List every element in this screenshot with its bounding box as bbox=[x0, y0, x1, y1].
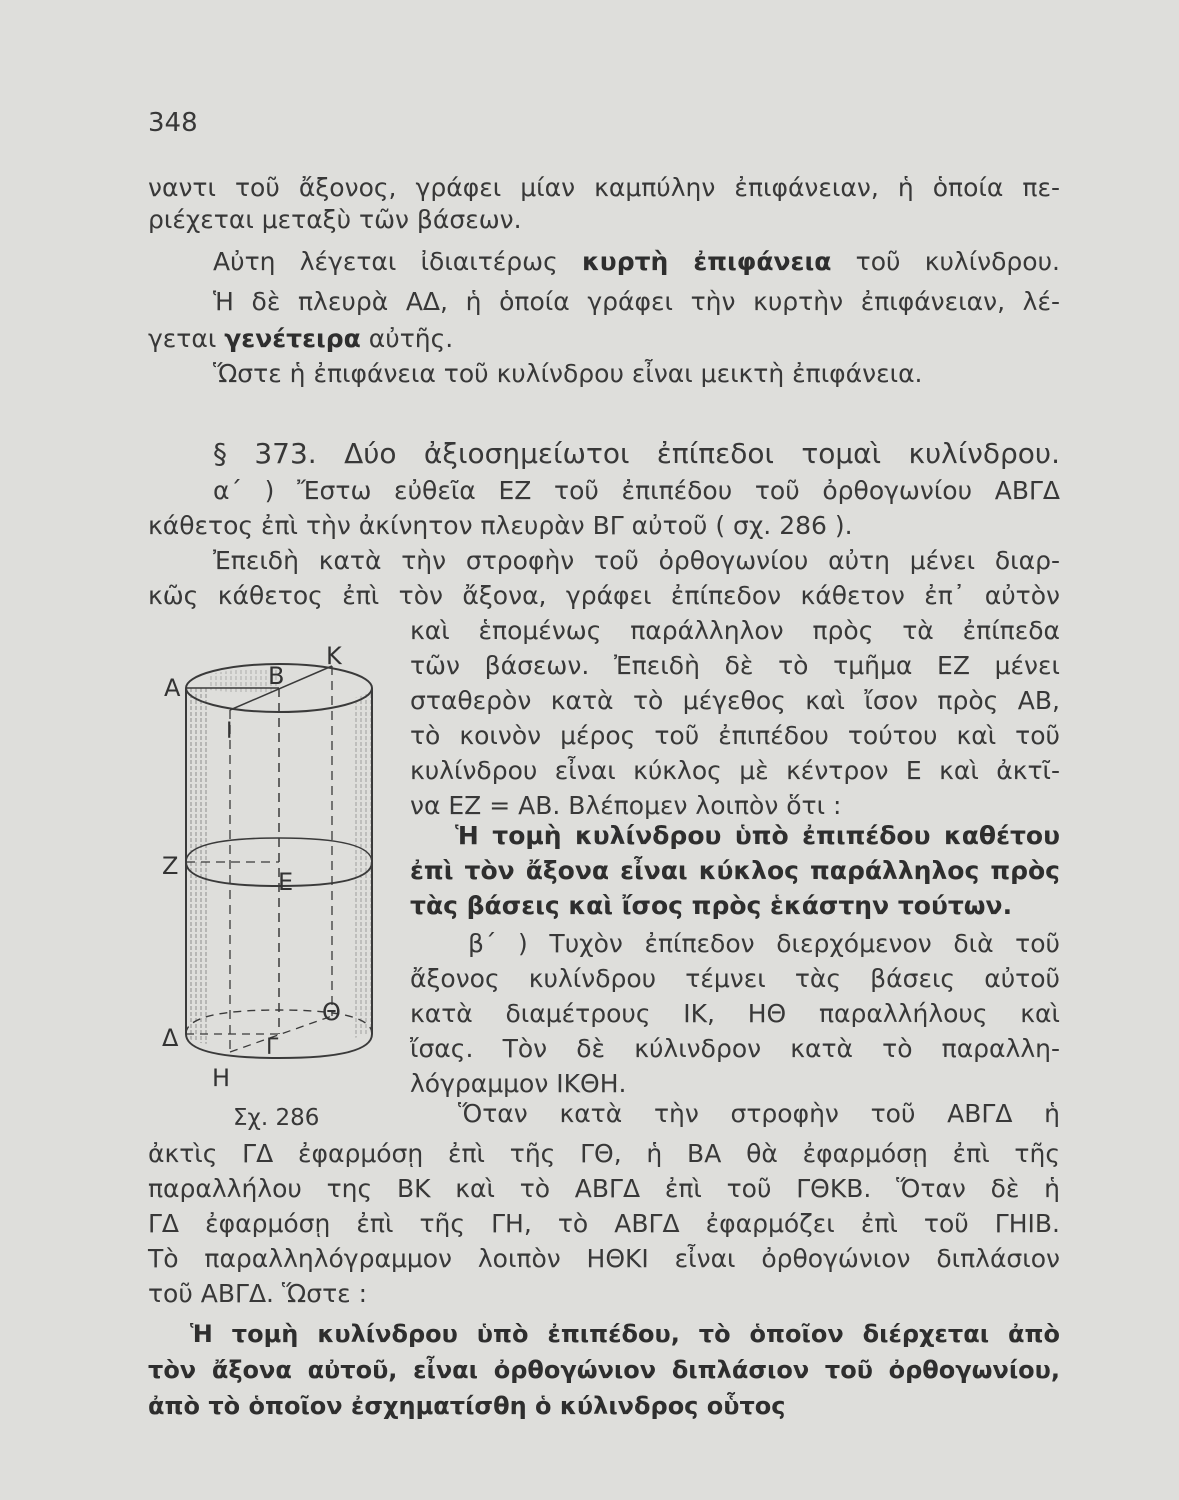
text-line: ἴσας. Τὸν δὲ κύλινδρον κατὰ τὸ παραλλη- bbox=[410, 1034, 1060, 1063]
text-line: Ὅταν κατὰ τὴν στροφὴν τοῦ ΑΒΓΔ ἡ bbox=[458, 1099, 1060, 1128]
text-line: σταθερὸν κατὰ τὸ μέγεθος καὶ ἴσον πρὸς ΑΒ, bbox=[410, 686, 1060, 715]
bold-term: κυρτὴ ἐπιφάνεια bbox=[582, 247, 832, 276]
label-Delta: Δ bbox=[162, 1024, 179, 1052]
theorem-line: τὰς βάσεις καὶ ἴσος πρὸς ἑκάστην τούτων. bbox=[410, 891, 1013, 920]
text-line: Ὥστε ἡ ἐπιφάνεια τοῦ κυλίνδρου εἶναι μεικτὴ ἐπιφάνεια. bbox=[213, 359, 923, 388]
label-I: Ι bbox=[226, 719, 233, 744]
label-E: Ε bbox=[278, 868, 294, 896]
text-line: α΄ ) Ἔστω εὐθεῖα ΕΖ τοῦ ἐπιπέδου τοῦ ὀρθογωνίου ΑΒΓΔ bbox=[213, 476, 1060, 505]
text-line: κάθετος ἐπὶ τὴν ἀκίνητον πλευρὰν ΒΓ αὐτοῦ ( σχ. 286 ). bbox=[148, 511, 853, 540]
text-line: τὸ κοινὸν μέρος τοῦ ἐπιπέδου τούτου καὶ τοῦ bbox=[410, 721, 1060, 750]
text-line: ἀκτὶς ΓΔ ἐφαρμόσῃ ἐπὶ τῆς ΓΘ, ἡ ΒΑ θὰ ἐφαρμόσῃ ἐπὶ τῆς bbox=[148, 1139, 1060, 1168]
theorem-line: τὸν ἄξονα αὐτοῦ, εἶναι ὀρθογώνιον διπλάσιον τοῦ ὀρθογωνίου, bbox=[148, 1356, 1060, 1384]
text-span: αὐτῆς. bbox=[360, 324, 454, 353]
text-line: κῶς κάθετος ἐπὶ τὸν ἄξονα, γράφει ἐπίπεδον κάθετον ἐπ᾽ αὐτὸν bbox=[148, 581, 1060, 610]
bold-term: γενέτειρα bbox=[224, 324, 361, 353]
text-line: καὶ ἑπομένως παράλληλον πρὸς τὰ ἐπίπεδα bbox=[410, 616, 1060, 645]
text-line: ΓΔ ἐφαρμόσῃ ἐπὶ τῆς ΓΗ, τὸ ΑΒΓΔ ἐφαρμόζει ἐπὶ τοῦ ΓΗΙΒ. bbox=[148, 1209, 1060, 1238]
text-span: τοῦ κυλίνδρου. bbox=[831, 247, 1061, 276]
text-line: ριέχεται μεταξὺ τῶν βάσεων. bbox=[148, 205, 522, 234]
text-line: ναντι τοῦ ἄξονος, γράφει μίαν καμπύλην ἐπιφάνειαν, ἡ ὁποία πε- bbox=[148, 173, 1060, 202]
text-line: κυλίνδρου εἶναι κύκλος μὲ κέντρον Ε καὶ ἀκτῖ- bbox=[410, 756, 1060, 785]
label-A: Α bbox=[164, 674, 181, 702]
text-line: ἄξονος κυλίνδρου τέμνει τὰς βάσεις αὐτοῦ bbox=[410, 964, 1060, 993]
text-line: κατὰ διαμέτρους ΙΚ, ΗΘ παραλλήλους καὶ bbox=[410, 999, 1060, 1028]
shaded-side-right bbox=[355, 692, 372, 1038]
label-Z: Ζ bbox=[162, 852, 179, 880]
shaded-side-left bbox=[186, 686, 208, 1044]
label-Gamma: Γ bbox=[266, 1035, 279, 1060]
text-line: τῶν βάσεων. Ἐπειδὴ δὲ τὸ τμῆμα ΕΖ μένει bbox=[410, 651, 1060, 680]
text-span: γεται bbox=[148, 324, 225, 353]
text-line: Ἐπειδὴ κατὰ τὴν στροφὴν τοῦ ὀρθογωνίου αὐτη μένει διαρ- bbox=[213, 546, 1060, 575]
text-line: β΄ ) Τυχὸν ἐπίπεδον διερχόμενον διὰ τοῦ bbox=[468, 929, 1060, 958]
text-line: λόγραμμον ΙΚΘΗ. bbox=[410, 1069, 627, 1098]
page-number: 348 bbox=[148, 108, 198, 138]
label-B: Β bbox=[268, 662, 285, 690]
text-line: Τὸ παραλληλόγραμμον λοιπὸν ΗΘΚΙ εἶναι ὀρθογώνιον διπλάσιον bbox=[148, 1244, 1060, 1273]
text-line: να ΕΖ = ΑΒ. Βλέπομεν λοιπὸν ὅτι : bbox=[410, 791, 842, 820]
theorem-line: ἐπὶ τὸν ἄξονα εἶναι κύκλος παράλληλος πρὸς bbox=[410, 856, 1060, 885]
text-line: παραλλήλου της ΒΚ καὶ τὸ ΑΒΓΔ ἐπὶ τοῦ ΓΘΚΒ. Ὅταν δὲ ἡ bbox=[148, 1174, 1060, 1203]
theorem-line: Ἡ τομὴ κυλίνδρου ὑπὸ ἐπιπέδου, τὸ ὁποῖον διέρχεται ἀπὸ bbox=[190, 1320, 1060, 1348]
text-line: τοῦ ΑΒΓΔ. Ὥστε : bbox=[148, 1279, 368, 1308]
label-H: Η bbox=[212, 1064, 231, 1092]
text-line: Ἡ δὲ πλευρὰ ΑΔ, ἡ ὁποία γράφει τὴν κυρτὴν ἐπιφάνειαν, λέ- bbox=[213, 287, 1060, 316]
text-line bbox=[213, 246, 1060, 278]
theorem-line: ἀπὸ τὸ ὁποῖον ἐσχηματίσθη ὁ κύλινδρος οὗτος bbox=[148, 1392, 786, 1420]
theorem-line: Ἡ τομὴ κυλίνδρου ὑπὸ ἐπιπέδου καθέτου bbox=[455, 821, 1060, 850]
text-span: Αὐτη λέγεται ἰδιαιτέρως bbox=[213, 247, 583, 276]
text-line bbox=[148, 323, 453, 355]
figure-caption: Σχ. 286 bbox=[233, 1105, 320, 1131]
label-Theta: Θ bbox=[322, 998, 341, 1026]
label-K: Κ bbox=[326, 642, 342, 670]
section-heading: § 373. Δύο ἀξιοσημείωτοι ἐπίπεδοι τομαὶ κυλίνδρου. bbox=[213, 437, 1060, 470]
bottom-base-front bbox=[186, 1034, 372, 1058]
cylinder-figure bbox=[150, 640, 400, 1110]
